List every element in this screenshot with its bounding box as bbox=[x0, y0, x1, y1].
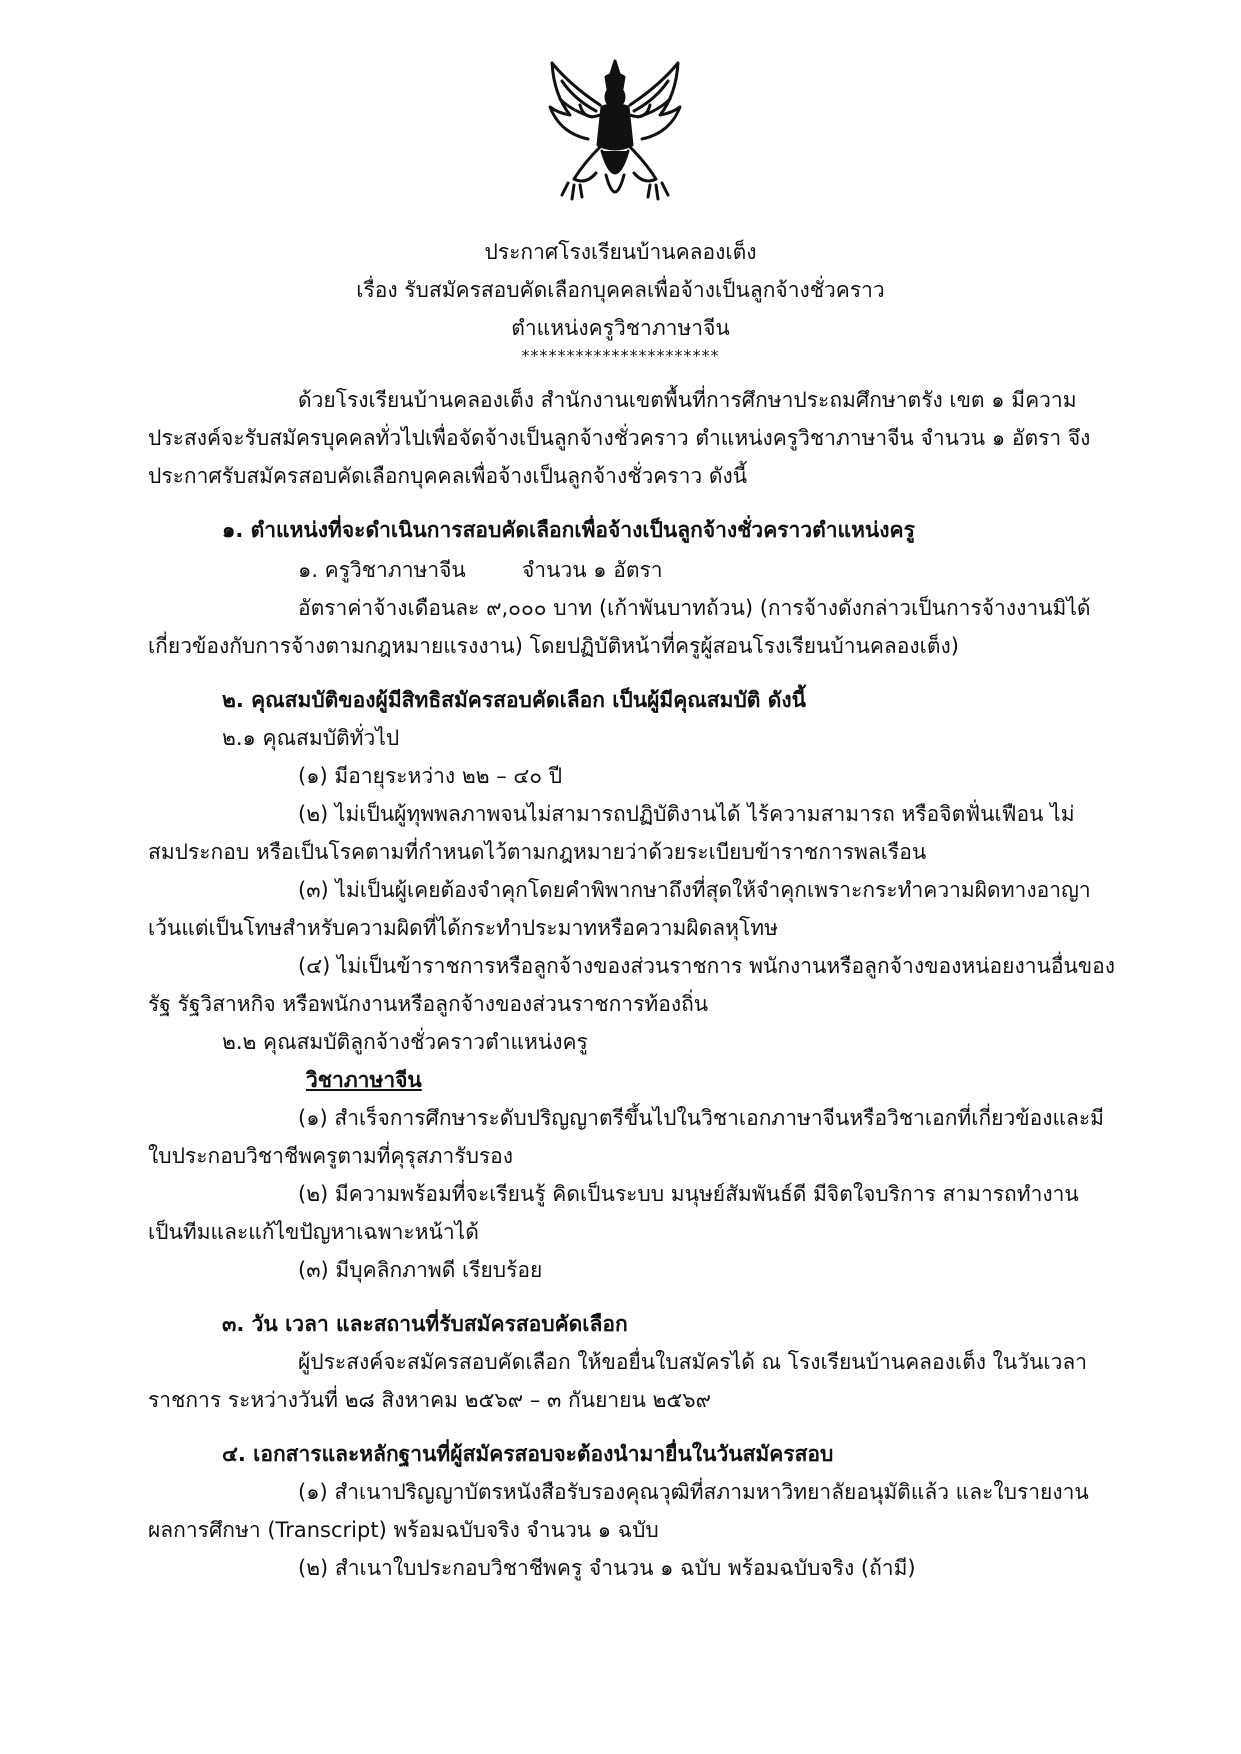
section1-wage-line: อัตราค่าจ้างเดือนละ ๙,๐๐๐ บาท (เก้าพันบาทถ้วน) (การจ้างดังกล่าวเป็นการจ้างงานมิได้ bbox=[298, 596, 1091, 620]
general-qualification-item: (๔) ไม่เป็นข้าราชการหรือลูกจ้างของส่วนราชการ พนักงานหรือลูกจ้างของหน่อยงานอื่นของ bbox=[298, 954, 1116, 978]
section1-heading: ๑. ตำแหน่งที่จะดำเนินการสอบคัดเลือกเพื่อจ้างเป็นลูกจ้างชั่วคราวตำแหน่งครู bbox=[222, 518, 915, 542]
garuda-emblem bbox=[540, 55, 690, 215]
section3-text: ราชการ ระหว่างวันที่ ๒๘ สิงหาคม ๒๕๖๙ – ๓ กันยายน ๒๕๖๙ bbox=[148, 1388, 711, 1412]
general-qualification-item: สมประกอบ หรือเป็นโรคตามที่กำหนดไว้ตามกฎหมายว่าด้วยระเบียบข้าราชการพลเรือน bbox=[148, 840, 927, 864]
general-qualification-item: (๑) มีอายุระหว่าง ๒๒ – ๔๐ ปี bbox=[298, 764, 563, 788]
section2-subheading-general: ๒.๑ คุณสมบัติทั่วไป bbox=[222, 726, 400, 750]
general-qualification-item: (๓) ไม่เป็นผู้เคยต้องจำคุกโดยคำพิพากษาถึงที่สุดให้จำคุกเพราะกระทำความผิดทางอาญา bbox=[298, 878, 1091, 902]
section3-text: ผู้ประสงค์จะสมัครสอบคัดเลือก ให้ขอยื่นใบสมัครได้ ณ โรงเรียนบ้านคลองเต็ง ในวันเวลา bbox=[298, 1350, 1088, 1374]
section2-heading: ๒. คุณสมบัติของผู้มีสิทธิสมัครสอบคัดเลือก เป็นผู้มีคุณสมบัติ ดังนี้ bbox=[222, 688, 806, 712]
subject-title: วิชาภาษาจีน bbox=[306, 1068, 422, 1092]
section4-heading: ๔. เอกสารและหลักฐานที่ผู้สมัครสอบจะต้องนำมายื่นในวันสมัครสอบ bbox=[222, 1442, 834, 1466]
section3-heading: ๓. วัน เวลา และสถานที่รับสมัครสอบคัดเลือก bbox=[222, 1312, 628, 1336]
intro-line: ประกาศรับสมัครสอบคัดเลือกบุคคลเพื่อจ้างเป็นลูกจ้างชั่วคราว ดังนี้ bbox=[148, 464, 748, 488]
general-qualification-item: (๒) ไม่เป็นผู้ทุพพลภาพจนไม่สามารถปฏิบัติงานได้ ไร้ความสามารถ หรือจิตฟั่นเฟือน ไม่ bbox=[298, 802, 1075, 826]
intro-line: ด้วยโรงเรียนบ้านคลองเต็ง สำนักงานเขตพื้นที่การศึกษาประถมศึกษาตรัง เขต ๑ มีความ bbox=[298, 388, 1077, 412]
header-separator: ********************** bbox=[521, 346, 720, 365]
document-item: ผลการศึกษา (Transcript) พร้อมฉบับจริง จำนวน ๑ ฉบับ bbox=[148, 1518, 659, 1542]
teacher-qualification-item: ใบประกอบวิชาชีพครูตามที่คุรุสภารับรอง bbox=[148, 1144, 514, 1168]
header-title-line3: ตำแหน่งครูวิชาภาษาจีน bbox=[511, 316, 730, 340]
section1-wage-line: เกี่ยวข้องกับการจ้างตามกฎหมายแรงงาน) โดยปฏิบัติหน้าที่ครูผู้สอนโรงเรียนบ้านคลองเต็ง) bbox=[148, 634, 959, 658]
garuda-emblem-graphic bbox=[540, 55, 690, 215]
document-item: (๒) สำเนาใบประกอบวิชาชีพครู จำนวน ๑ ฉบับ พร้อมฉบับจริง (ถ้ามี) bbox=[298, 1556, 916, 1580]
general-qualification-item: รัฐ รัฐวิสาหกิจ หรือพนักงานหรือลูกจ้างของส่วนราชการท้องถิ่น bbox=[148, 992, 709, 1016]
general-qualification-item: เว้นแต่เป็นโทษสำหรับความผิดที่ได้กระทำประมาทหรือความผิดลหุโทษ bbox=[148, 916, 778, 940]
teacher-qualification-item: (๑) สำเร็จการศึกษาระดับปริญญาตรีขึ้นไปในวิชาเอกภาษาจีนหรือวิชาเอกที่เกี่ยวข้องและมี bbox=[298, 1106, 1104, 1130]
section2-subheading-teacher: ๒.๒ คุณสมบัติลูกจ้างชั่วคราวตำแหน่งครู bbox=[222, 1030, 588, 1054]
teacher-qualification-item: เป็นทีมและแก้ไขปัญหาเฉพาะหน้าได้ bbox=[148, 1220, 479, 1244]
header-title-line2: เรื่อง รับสมัครสอบคัดเลือกบุคคลเพื่อจ้างเป็นลูกจ้างชั่วคราว bbox=[356, 278, 885, 302]
intro-line: ประสงค์จะรับสมัครบุคคลทั่วไปเพื่อจัดจ้างเป็นลูกจ้างชั่วคราว ตำแหน่งครูวิชาภาษาจีน จำนวน ๑ อัตรา จึง bbox=[148, 426, 1091, 450]
teacher-qualification-item: (๓) มีบุคลิกภาพดี เรียบร้อย bbox=[298, 1258, 543, 1282]
section1-item-count: จำนวน ๑ อัตรา bbox=[522, 558, 663, 582]
header-title-line1: ประกาศโรงเรียนบ้านคลองเต็ง bbox=[484, 240, 757, 264]
section1-item-label: ๑. ครูวิชาภาษาจีน bbox=[298, 558, 466, 582]
document-item: (๑) สำเนาปริญญาบัตรหนังสือรับรองคุณวุฒิที่สภามหาวิทยาลัยอนุมัติแล้ว และใบรายงาน bbox=[298, 1480, 1089, 1504]
teacher-qualification-item: (๒) มีความพร้อมที่จะเรียนรู้ คิดเป็นระบบ มนุษย์สัมพันธ์ดี มีจิตใจบริการ สามารถทำงาน bbox=[298, 1182, 1079, 1206]
